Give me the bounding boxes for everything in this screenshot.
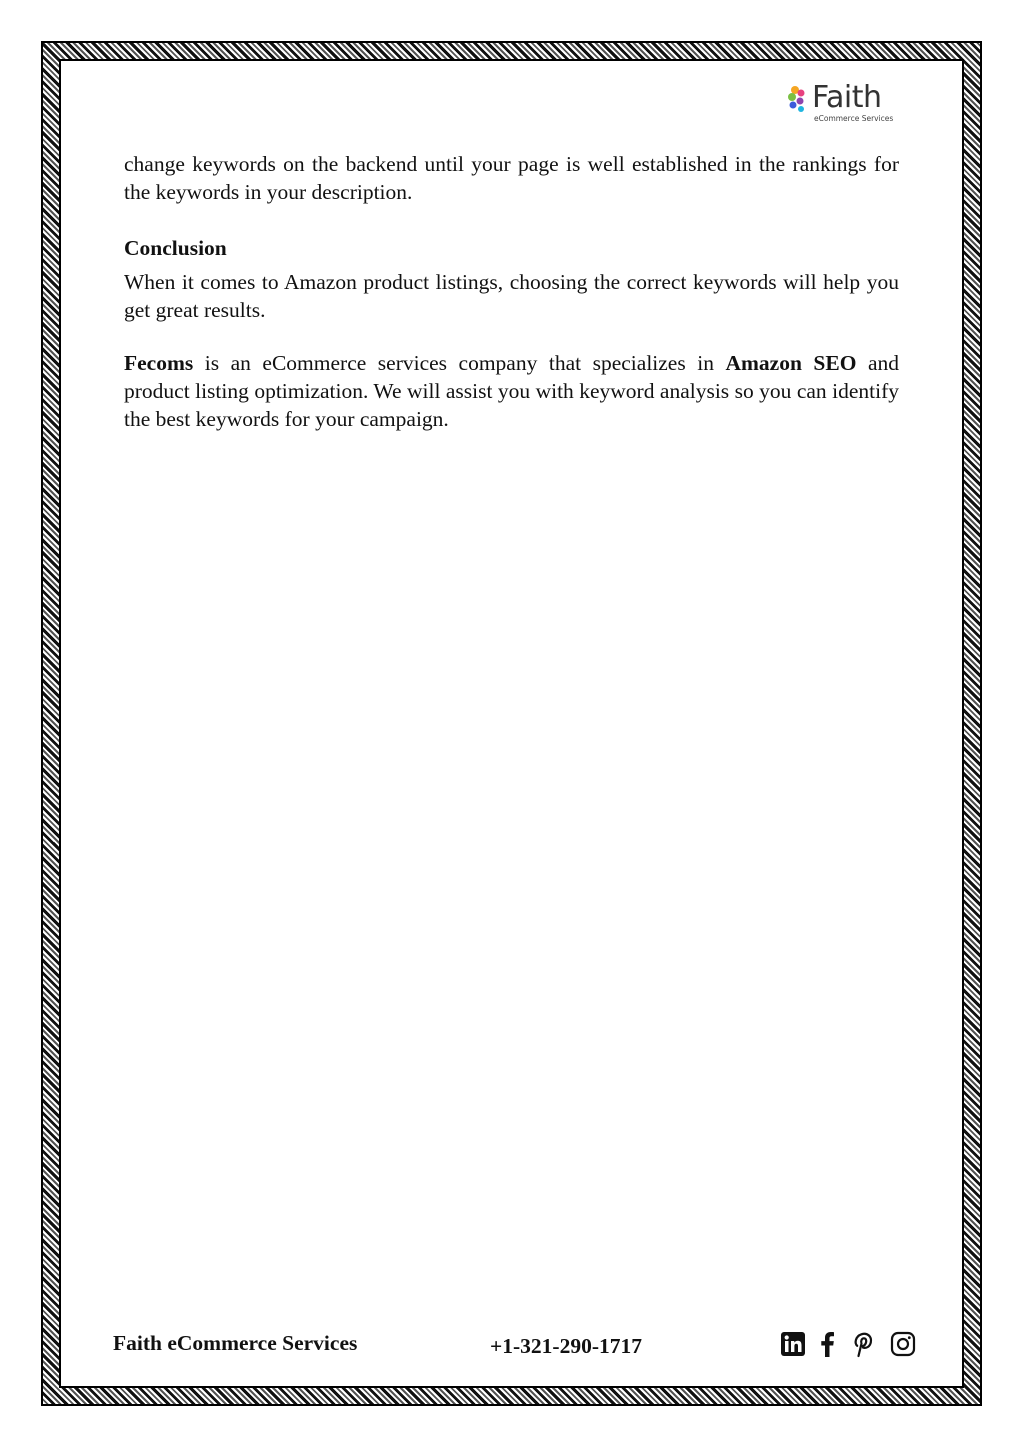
document-body xyxy=(124,150,899,433)
faith-logo xyxy=(786,82,902,126)
paragraph-3-mid: is an eCommerce services company that specializes in xyxy=(193,351,726,375)
footer-company: Faith eCommerce Services xyxy=(113,1331,358,1355)
logo-flower-icon xyxy=(786,84,812,116)
facebook-icon[interactable] xyxy=(816,1330,838,1358)
footer-phone: +1-321-290-1717 xyxy=(490,1334,642,1358)
paragraph-1: change keywords on the backend until your page is well established in the rankings for the keywords in your description. xyxy=(124,152,899,204)
logo-word: Faith xyxy=(812,80,882,115)
instagram-icon[interactable] xyxy=(889,1330,917,1358)
section-heading: Conclusion xyxy=(124,236,227,260)
logo-subtitle: eCommerce Services xyxy=(814,114,894,123)
amazon-seo-bold: Amazon SEO xyxy=(725,351,857,375)
company-name-bold: Fecoms xyxy=(124,351,194,375)
paragraph-2: When it comes to Amazon product listings, choosing the correct keywords will help you get great results. xyxy=(124,270,899,322)
paragraph-3-end: and product listing optimization. We will assist you with keyword analysis so you can identify the best keywords for your campaign. xyxy=(124,351,899,431)
pinterest-icon[interactable] xyxy=(850,1330,876,1358)
paragraph-3 xyxy=(124,349,899,433)
linkedin-icon[interactable] xyxy=(779,1330,807,1358)
